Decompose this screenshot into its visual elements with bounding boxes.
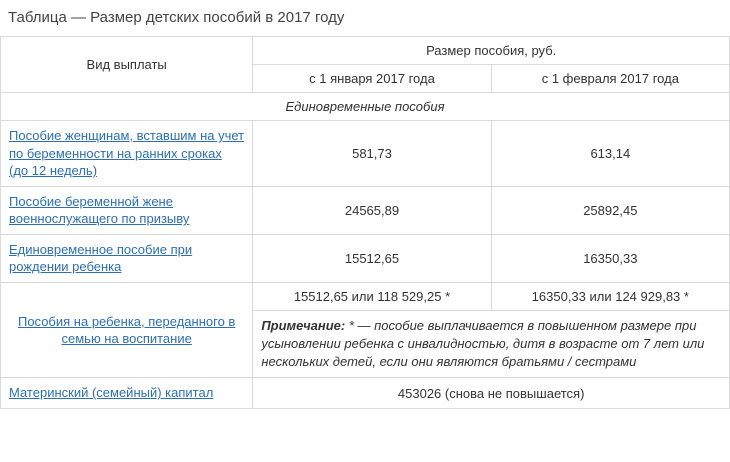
benefit-name-cell (1, 378, 253, 409)
note-cell (253, 310, 730, 378)
amount-february: 613,14 (491, 121, 729, 187)
amount-february: 16350,33 или 124 929,83 * (491, 282, 729, 310)
benefit-link[interactable]: Пособие женщинам, вставшим на учет по беременности на ранних сроках (до 12 недель) (9, 128, 245, 179)
table-row (1, 121, 730, 187)
note-text: * — пособие выплачивается в повышенном размере при усыновлении ребенка с инвалидностью, дитя в возрасте от 7 лет или нескольких детей, если они являются братьями / сестрами (261, 317, 705, 370)
amount-january: 581,73 (253, 121, 491, 187)
amount-capital: 453026 (снова не повышается) (253, 378, 730, 409)
amount-january: 15512,65 или 118 529,25 * (253, 282, 491, 310)
amount-january: 24565,89 (253, 186, 491, 234)
table-header-row-1 (1, 37, 730, 65)
table-row-foster-amounts (1, 282, 730, 310)
benefit-link[interactable]: Пособия на ребенка, переданного в семью на воспитание (17, 313, 236, 347)
amount-january: 15512,65 (253, 234, 491, 282)
table-row (1, 234, 730, 282)
header-benefit-type: Вид выплаты (1, 37, 253, 93)
benefit-link[interactable]: Пособие беременной жене военнослужащего по призыву (9, 193, 190, 227)
page-title: Таблица — Размер детских пособий в 2017 году (8, 9, 345, 26)
header-amount-group: Размер пособия, руб. (253, 37, 730, 65)
amount-february: 16350,33 (491, 234, 729, 282)
table-row (1, 186, 730, 234)
benefit-name-cell (1, 234, 253, 282)
table-row (1, 378, 730, 409)
note-label: Примечание: (261, 317, 346, 333)
section-title: Единовременные пособия (1, 93, 730, 121)
header-january: с 1 января 2017 года (253, 65, 491, 93)
benefits-table (0, 36, 730, 409)
benefit-name-cell (1, 282, 253, 378)
benefit-name-cell (1, 186, 253, 234)
benefit-link[interactable]: Материнский (семейный) капитал (9, 385, 214, 401)
benefit-link[interactable]: Единовременное пособие при рождении ребенка (9, 241, 193, 275)
amount-february: 25892,45 (491, 186, 729, 234)
benefit-name-cell (1, 121, 253, 187)
header-february: с 1 февраля 2017 года (491, 65, 729, 93)
section-row-lumpsum (1, 93, 730, 121)
